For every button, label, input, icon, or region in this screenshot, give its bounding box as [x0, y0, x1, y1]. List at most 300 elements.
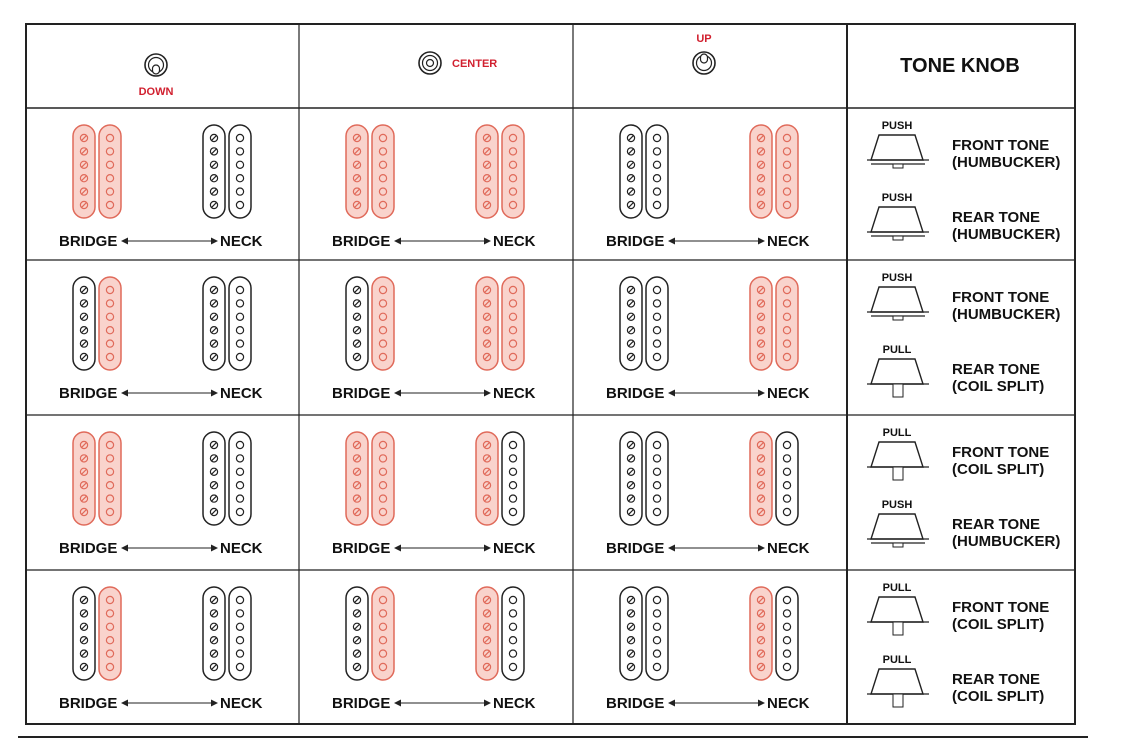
pole-piece	[236, 623, 243, 630]
pickup-cell	[332, 125, 536, 250]
coil-active	[372, 125, 394, 218]
arrow-head-left	[668, 390, 675, 397]
pole-piece	[106, 286, 113, 293]
arrow-head-right	[484, 700, 491, 707]
pole-piece	[106, 353, 113, 360]
pole-piece	[106, 610, 113, 617]
pole-piece	[783, 161, 790, 168]
pickup-cell	[606, 277, 810, 402]
pole-piece	[783, 313, 790, 320]
arrow-head-right	[758, 700, 765, 707]
bridge-label: BRIDGE	[332, 695, 391, 712]
table-grid	[18, 24, 1088, 737]
arrow-head-left	[121, 545, 128, 552]
arrow-head-left	[668, 545, 675, 552]
pole-piece	[783, 286, 790, 293]
pole-piece	[653, 468, 660, 475]
pole-piece	[653, 650, 660, 657]
coil-active	[346, 432, 368, 525]
coil-active	[476, 587, 498, 680]
coil-inactive	[229, 277, 251, 370]
neck-label: NECK	[493, 695, 536, 712]
toggle-switch-icon	[419, 52, 441, 74]
pole-piece	[106, 637, 113, 644]
pole-piece	[106, 340, 113, 347]
pole-piece	[236, 188, 243, 195]
pole-piece	[783, 508, 790, 515]
bridge-label: BRIDGE	[59, 695, 118, 712]
arrow-head-right	[758, 545, 765, 552]
tone-label-primary: FRONT TONE	[952, 599, 1050, 616]
pole-piece	[509, 650, 516, 657]
tone-action-label: PUSH	[881, 192, 913, 204]
pole-piece	[379, 468, 386, 475]
arrow-head-right	[484, 390, 491, 397]
coil-inactive	[646, 277, 668, 370]
tone-label-primary: REAR TONE	[952, 361, 1041, 378]
coil-active	[476, 125, 498, 218]
tone-action-label: PULL	[882, 654, 912, 666]
tone-action-label: PULL	[882, 344, 912, 356]
tone-knob-icon	[867, 287, 929, 320]
pole-piece	[783, 340, 790, 347]
arrow-head-left	[394, 390, 401, 397]
neck-label: NECK	[767, 540, 810, 557]
coil-active	[99, 587, 121, 680]
pole-piece	[379, 495, 386, 502]
pole-piece	[509, 353, 516, 360]
bridge-pickup	[73, 587, 121, 680]
tone-knob-icon	[867, 514, 929, 547]
pole-piece	[783, 455, 790, 462]
pole-piece	[236, 340, 243, 347]
pole-piece	[509, 327, 516, 334]
bridge-label: BRIDGE	[332, 540, 391, 557]
pole-piece	[509, 201, 516, 208]
arrow-head-right	[211, 545, 218, 552]
coil-active	[750, 277, 772, 370]
tone-label-secondary: (HUMBUCKER)	[952, 533, 1061, 550]
pole-piece	[106, 201, 113, 208]
coil-inactive	[776, 432, 798, 525]
pole-piece	[783, 188, 790, 195]
pole-piece	[106, 623, 113, 630]
pole-piece	[509, 148, 516, 155]
pole-piece	[236, 313, 243, 320]
pole-piece	[236, 300, 243, 307]
tone-knob-icon	[867, 669, 929, 707]
coil-inactive	[346, 277, 368, 370]
bridge-label: BRIDGE	[606, 233, 665, 250]
pole-piece	[379, 175, 386, 182]
pole-piece	[653, 188, 660, 195]
neck-pickup	[750, 125, 798, 218]
bridge-pickup	[346, 587, 394, 680]
tone-setting	[867, 427, 1049, 480]
pole-piece	[236, 148, 243, 155]
pole-piece	[236, 134, 243, 141]
tone-action-label: PUSH	[881, 272, 913, 284]
neck-label: NECK	[493, 385, 536, 402]
coil-active	[776, 125, 798, 218]
pole-piece	[509, 313, 516, 320]
pole-piece	[653, 596, 660, 603]
pole-piece	[653, 313, 660, 320]
pole-piece	[653, 610, 660, 617]
pole-piece	[653, 286, 660, 293]
pole-piece	[509, 286, 516, 293]
pole-piece	[783, 175, 790, 182]
pole-piece	[509, 495, 516, 502]
coil-inactive	[203, 432, 225, 525]
pole-piece	[509, 161, 516, 168]
pole-piece	[106, 313, 113, 320]
coil-inactive	[73, 587, 95, 680]
bridge-label: BRIDGE	[59, 385, 118, 402]
tone-label-secondary: (COIL SPLIT)	[952, 616, 1045, 633]
tone-setting	[867, 582, 1049, 635]
coil-active	[750, 125, 772, 218]
arrow-head-right	[484, 238, 491, 245]
arrow-head-right	[211, 238, 218, 245]
coil-inactive	[229, 587, 251, 680]
pole-piece	[106, 175, 113, 182]
coil-active	[99, 277, 121, 370]
pole-piece	[783, 300, 790, 307]
tone-label-secondary: (HUMBUCKER)	[952, 226, 1061, 243]
pickup-cell	[332, 587, 536, 712]
pole-piece	[106, 508, 113, 515]
bridge-pickup	[620, 125, 668, 218]
coil-active	[502, 125, 524, 218]
coil-active	[776, 277, 798, 370]
tone-label-secondary: (COIL SPLIT)	[952, 378, 1045, 395]
pole-piece	[379, 201, 386, 208]
pole-piece	[783, 353, 790, 360]
pole-piece	[509, 441, 516, 448]
bridge-label: BRIDGE	[59, 540, 118, 557]
pole-piece	[509, 175, 516, 182]
coil-active	[99, 125, 121, 218]
coil-inactive	[229, 125, 251, 218]
coil-active	[750, 432, 772, 525]
pole-piece	[653, 455, 660, 462]
arrow-head-right	[484, 545, 491, 552]
neck-pickup	[750, 277, 798, 370]
coil-inactive	[502, 432, 524, 525]
neck-pickup	[203, 277, 251, 370]
pickup-cell	[59, 125, 263, 250]
pole-piece	[653, 663, 660, 670]
pole-piece	[106, 188, 113, 195]
arrow-head-left	[668, 700, 675, 707]
coil-inactive	[646, 587, 668, 680]
pole-piece	[379, 637, 386, 644]
coil-inactive	[620, 125, 642, 218]
tone-setting	[867, 344, 1044, 397]
toggle-switch-icon	[145, 54, 167, 76]
switch-label-center: CENTER	[452, 58, 498, 70]
tone-label-secondary: (COIL SPLIT)	[952, 688, 1045, 705]
pole-piece	[379, 663, 386, 670]
pole-piece	[106, 300, 113, 307]
pole-piece	[653, 441, 660, 448]
pole-piece	[106, 650, 113, 657]
tone-knob-icon	[867, 597, 929, 635]
pole-piece	[106, 327, 113, 334]
pole-piece	[236, 161, 243, 168]
pole-piece	[236, 650, 243, 657]
pole-piece	[509, 663, 516, 670]
neck-label: NECK	[767, 233, 810, 250]
pole-piece	[783, 610, 790, 617]
pickup-cell	[59, 277, 263, 402]
arrow-head-right	[758, 238, 765, 245]
tone-label-secondary: (HUMBUCKER)	[952, 306, 1061, 323]
coil-inactive	[646, 432, 668, 525]
pole-piece	[379, 340, 386, 347]
neck-label: NECK	[767, 695, 810, 712]
tone-knob-icon	[867, 359, 929, 397]
bridge-label: BRIDGE	[606, 540, 665, 557]
neck-pickup	[476, 587, 524, 680]
pole-piece	[653, 300, 660, 307]
coil-active	[372, 587, 394, 680]
pole-piece	[106, 441, 113, 448]
coil-inactive	[203, 587, 225, 680]
pole-piece	[653, 637, 660, 644]
coil-active	[476, 432, 498, 525]
switch-label-down: DOWN	[138, 86, 174, 98]
coil-active	[372, 432, 394, 525]
pole-piece	[236, 508, 243, 515]
bridge-pickup	[346, 277, 394, 370]
arrow-head-left	[394, 700, 401, 707]
bridge-label: BRIDGE	[332, 233, 391, 250]
coil-active	[73, 125, 95, 218]
coil-inactive	[502, 587, 524, 680]
pole-piece	[236, 637, 243, 644]
pickup-cell	[332, 432, 536, 557]
tone-action-label: PUSH	[881, 499, 913, 511]
neck-pickup	[476, 432, 524, 525]
pole-piece	[379, 482, 386, 489]
pole-piece	[236, 455, 243, 462]
pole-piece	[783, 441, 790, 448]
tone-label-primary: REAR TONE	[952, 671, 1041, 688]
pole-piece	[653, 327, 660, 334]
pole-piece	[236, 175, 243, 182]
tone-setting	[867, 499, 1060, 550]
pole-piece	[379, 353, 386, 360]
pole-piece	[379, 286, 386, 293]
neck-label: NECK	[220, 695, 263, 712]
pickup-cell	[606, 125, 810, 250]
pole-piece	[653, 340, 660, 347]
arrow-head-right	[211, 390, 218, 397]
coil-active	[372, 277, 394, 370]
coil-active	[750, 587, 772, 680]
neck-pickup	[203, 587, 251, 680]
pole-piece	[379, 134, 386, 141]
pole-piece	[106, 495, 113, 502]
pole-piece	[509, 455, 516, 462]
neck-label: NECK	[220, 540, 263, 557]
pole-piece	[653, 495, 660, 502]
pickup-cells	[59, 125, 810, 712]
tone-label-secondary: (COIL SPLIT)	[952, 461, 1045, 478]
pole-piece	[106, 663, 113, 670]
pole-piece	[509, 610, 516, 617]
pole-piece	[653, 148, 660, 155]
neck-label: NECK	[220, 233, 263, 250]
coil-inactive	[229, 432, 251, 525]
coil-inactive	[203, 277, 225, 370]
arrow-head-right	[211, 700, 218, 707]
pickup-cell	[606, 587, 810, 712]
tone-knob-icon	[867, 207, 929, 240]
pole-piece	[236, 610, 243, 617]
neck-pickup	[476, 125, 524, 218]
arrow-head-right	[758, 390, 765, 397]
pole-piece	[379, 300, 386, 307]
arrow-head-left	[394, 545, 401, 552]
pole-piece	[106, 468, 113, 475]
coil-inactive	[620, 587, 642, 680]
pole-piece	[379, 327, 386, 334]
bridge-label: BRIDGE	[59, 233, 118, 250]
pole-piece	[379, 596, 386, 603]
pole-piece	[783, 327, 790, 334]
pole-piece	[509, 637, 516, 644]
pickup-cell	[59, 587, 263, 712]
neck-label: NECK	[493, 540, 536, 557]
pole-piece	[509, 508, 516, 515]
tone-knob-title: TONE KNOB	[900, 55, 1020, 77]
pole-piece	[509, 468, 516, 475]
coil-active	[476, 277, 498, 370]
pole-piece	[509, 134, 516, 141]
pole-piece	[783, 468, 790, 475]
pole-piece	[783, 623, 790, 630]
tone-label-primary: FRONT TONE	[952, 137, 1050, 154]
neck-label: NECK	[220, 385, 263, 402]
pole-piece	[236, 441, 243, 448]
tone-action-label: PUSH	[881, 120, 913, 132]
pole-piece	[106, 148, 113, 155]
pole-piece	[379, 623, 386, 630]
pole-piece	[653, 623, 660, 630]
neck-pickup	[750, 587, 798, 680]
arrow-head-left	[121, 700, 128, 707]
pole-piece	[236, 353, 243, 360]
arrow-head-left	[121, 390, 128, 397]
pole-piece	[653, 482, 660, 489]
bridge-label: BRIDGE	[606, 385, 665, 402]
pole-piece	[379, 455, 386, 462]
pole-piece	[783, 134, 790, 141]
coil-inactive	[73, 277, 95, 370]
neck-label: NECK	[767, 385, 810, 402]
coil-active	[99, 432, 121, 525]
tone-knob-column	[867, 120, 1060, 707]
pickup-cell	[59, 432, 263, 557]
pole-piece	[379, 188, 386, 195]
pole-piece	[236, 482, 243, 489]
tone-setting	[867, 654, 1044, 707]
coil-active	[73, 432, 95, 525]
pole-piece	[379, 313, 386, 320]
arrow-head-left	[668, 238, 675, 245]
pole-piece	[653, 353, 660, 360]
arrow-head-left	[121, 238, 128, 245]
pole-piece	[783, 482, 790, 489]
coil-active	[502, 277, 524, 370]
bridge-pickup	[346, 432, 394, 525]
bridge-pickup	[73, 432, 121, 525]
pole-piece	[236, 495, 243, 502]
neck-pickup	[203, 432, 251, 525]
switch-label-up: UP	[696, 33, 712, 45]
bridge-pickup	[346, 125, 394, 218]
tone-setting	[867, 120, 1060, 171]
tone-label-primary: FRONT TONE	[952, 444, 1050, 461]
tone-action-label: PULL	[882, 427, 912, 439]
pole-piece	[379, 161, 386, 168]
pole-piece	[653, 201, 660, 208]
tone-label-primary: REAR TONE	[952, 209, 1041, 226]
tone-setting	[867, 272, 1060, 323]
tone-knob-icon	[867, 442, 929, 480]
pickup-cell	[332, 277, 536, 402]
bridge-pickup	[73, 277, 121, 370]
bridge-pickup	[620, 587, 668, 680]
bridge-label: BRIDGE	[332, 385, 391, 402]
coil-inactive	[620, 277, 642, 370]
tone-label-primary: REAR TONE	[952, 516, 1041, 533]
pole-piece	[236, 596, 243, 603]
pole-piece	[106, 482, 113, 489]
tone-setting	[867, 192, 1060, 243]
pole-piece	[509, 340, 516, 347]
neck-pickup	[203, 125, 251, 218]
coil-active	[346, 125, 368, 218]
tone-label-secondary: (HUMBUCKER)	[952, 154, 1061, 171]
pole-piece	[509, 623, 516, 630]
pole-piece	[106, 455, 113, 462]
header-row	[139, 33, 1020, 98]
pole-piece	[379, 508, 386, 515]
pole-piece	[509, 188, 516, 195]
pole-piece	[783, 148, 790, 155]
pole-piece	[783, 650, 790, 657]
pole-piece	[509, 482, 516, 489]
pole-piece	[783, 663, 790, 670]
toggle-switch-icon	[693, 52, 715, 74]
bridge-pickup	[620, 277, 668, 370]
neck-pickup	[750, 432, 798, 525]
tone-knob-icon	[867, 135, 929, 168]
pole-piece	[783, 637, 790, 644]
pole-piece	[509, 300, 516, 307]
bridge-pickup	[620, 432, 668, 525]
coil-inactive	[620, 432, 642, 525]
pole-piece	[783, 596, 790, 603]
bridge-label: BRIDGE	[606, 695, 665, 712]
pole-piece	[236, 327, 243, 334]
coil-inactive	[646, 125, 668, 218]
neck-pickup	[476, 277, 524, 370]
